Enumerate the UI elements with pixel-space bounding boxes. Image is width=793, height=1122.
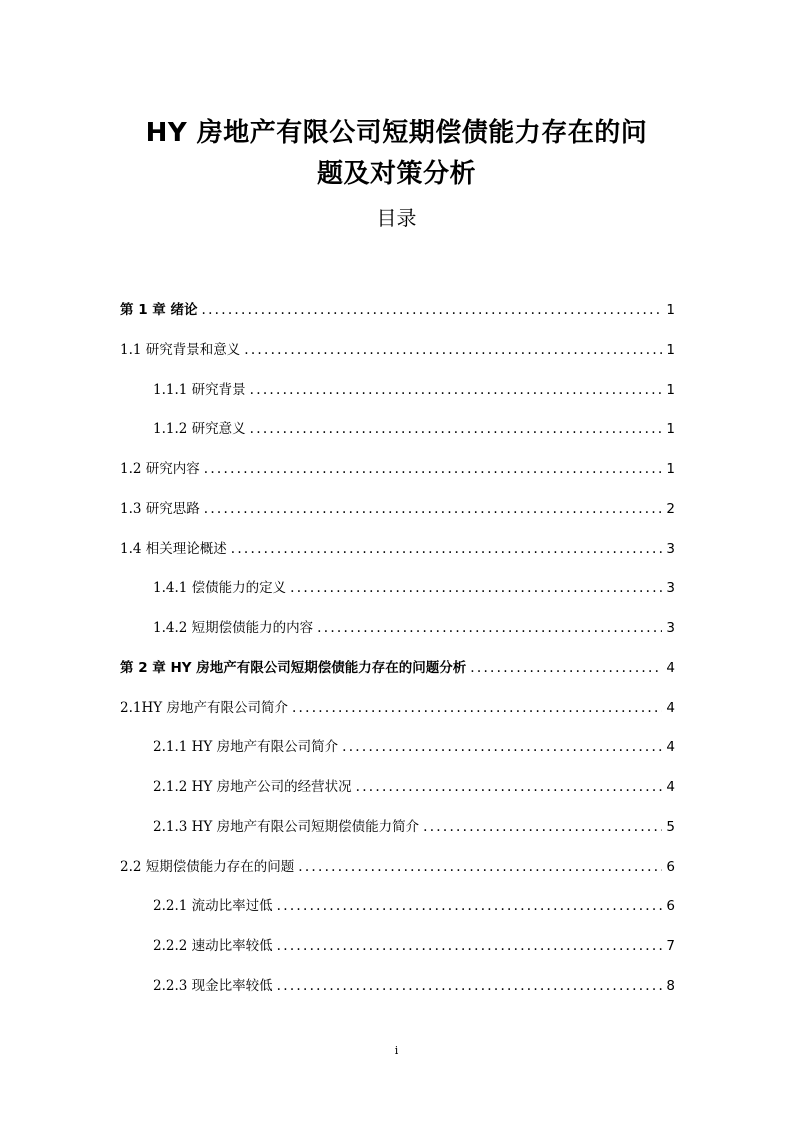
toc-dot-leader <box>277 935 663 957</box>
toc-dot-leader <box>204 498 663 520</box>
toc-entry-page: 3 <box>666 541 675 557</box>
toc-entry-label: 1.1 研究背景和意义 <box>120 342 241 358</box>
toc-entry[interactable] <box>153 617 675 639</box>
document-title-line1: HY 房地产有限公司短期偿债能力存在的问 <box>145 118 648 148</box>
toc-entry-label: 2.1HY 房地产有限公司简介 <box>120 700 288 716</box>
toc-entry-page: 1 <box>666 342 675 358</box>
toc-entry[interactable] <box>120 856 675 878</box>
toc-dot-leader <box>231 538 663 560</box>
toc-entry-page: 1 <box>666 421 675 437</box>
toc-entry-label: 2.2.2 速动比率较低 <box>153 938 273 954</box>
toc-entry-page: 1 <box>666 302 675 318</box>
toc-dot-leader <box>423 816 662 838</box>
toc-entry[interactable] <box>153 379 675 401</box>
toc-entry[interactable] <box>153 776 675 798</box>
toc-entry-label: 2.2.1 流动比率过低 <box>153 898 273 914</box>
toc-entry[interactable] <box>120 498 675 520</box>
toc-entry[interactable] <box>120 299 675 321</box>
toc-dot-leader <box>292 697 662 719</box>
toc-entry[interactable] <box>153 895 675 917</box>
page-number: i <box>394 1044 399 1057</box>
toc-dot-leader <box>204 458 663 480</box>
toc-entry-label: 1.4.1 偿债能力的定义 <box>153 580 287 596</box>
toc-entry-label: 1.1.2 研究意义 <box>153 421 246 437</box>
toc-entry[interactable] <box>153 577 675 599</box>
toc-entry-label: 1.4 相关理论概述 <box>120 541 227 557</box>
toc-entry-page: 2 <box>666 501 675 517</box>
toc-entry-page: 5 <box>666 819 675 835</box>
toc-entry[interactable] <box>153 736 675 758</box>
toc-dot-leader <box>290 577 662 599</box>
toc-entry-label: 2.1.2 HY 房地产公司的经营状况 <box>153 779 352 795</box>
toc-entry-label: 第 1 章 绪论 <box>120 302 198 318</box>
toc-entry-page: 4 <box>666 739 675 755</box>
toc-entry-page: 6 <box>666 859 675 875</box>
toc-entry-label: 1.4.2 短期偿债能力的内容 <box>153 620 314 636</box>
toc-entry-page: 8 <box>666 978 675 994</box>
toc-entry-label: 2.2 短期偿债能力存在的问题 <box>120 859 295 875</box>
toc-entry-label: 2.2.3 现金比率较低 <box>153 978 273 994</box>
toc-heading: 目录 <box>376 206 417 230</box>
toc-entry-label: 2.1.1 HY 房地产有限公司简介 <box>153 739 339 755</box>
toc-dot-leader <box>277 975 663 997</box>
toc-entry[interactable] <box>153 935 675 957</box>
toc-entry-label: 1.3 研究思路 <box>120 501 200 517</box>
toc-entry-page: 4 <box>666 779 675 795</box>
toc-entry-page: 4 <box>666 660 675 676</box>
toc-entry-label: 1.2 研究内容 <box>120 461 200 477</box>
toc-dot-leader <box>250 379 663 401</box>
toc-dot-leader <box>317 617 662 639</box>
toc-entry-page: 3 <box>666 580 675 596</box>
toc-entry[interactable] <box>120 697 675 719</box>
document-title-line2: 题及对策分析 <box>316 159 476 189</box>
toc-entry-page: 3 <box>666 620 675 636</box>
toc-entry[interactable] <box>153 418 675 440</box>
toc-entry[interactable] <box>153 975 675 997</box>
toc-entry-page: 4 <box>666 700 675 716</box>
toc-entry[interactable] <box>153 816 675 838</box>
toc-entry-page: 7 <box>666 938 675 954</box>
toc-entry-label: 1.1.1 研究背景 <box>153 382 246 398</box>
toc-entry-page: 1 <box>666 382 675 398</box>
toc-dot-leader <box>470 657 662 679</box>
toc-dot-leader <box>298 856 662 878</box>
toc-dot-leader <box>277 895 663 917</box>
toc-dot-leader <box>202 299 663 321</box>
toc-entry-page: 1 <box>666 461 675 477</box>
toc-entry-label: 第 2 章 HY 房地产有限公司短期偿债能力存在的问题分析 <box>120 660 467 676</box>
toc-entry[interactable] <box>120 339 675 361</box>
toc-entry-label: 2.1.3 HY 房地产有限公司短期偿债能力简介 <box>153 819 420 835</box>
toc-dot-leader <box>342 736 662 758</box>
toc-entry[interactable] <box>120 657 675 679</box>
toc-entry[interactable] <box>120 458 675 480</box>
toc-dot-leader <box>250 418 663 440</box>
toc-dot-leader <box>356 776 663 798</box>
toc-entry[interactable] <box>120 538 675 560</box>
toc-dot-leader <box>244 339 662 361</box>
toc-entry-page: 6 <box>666 898 675 914</box>
